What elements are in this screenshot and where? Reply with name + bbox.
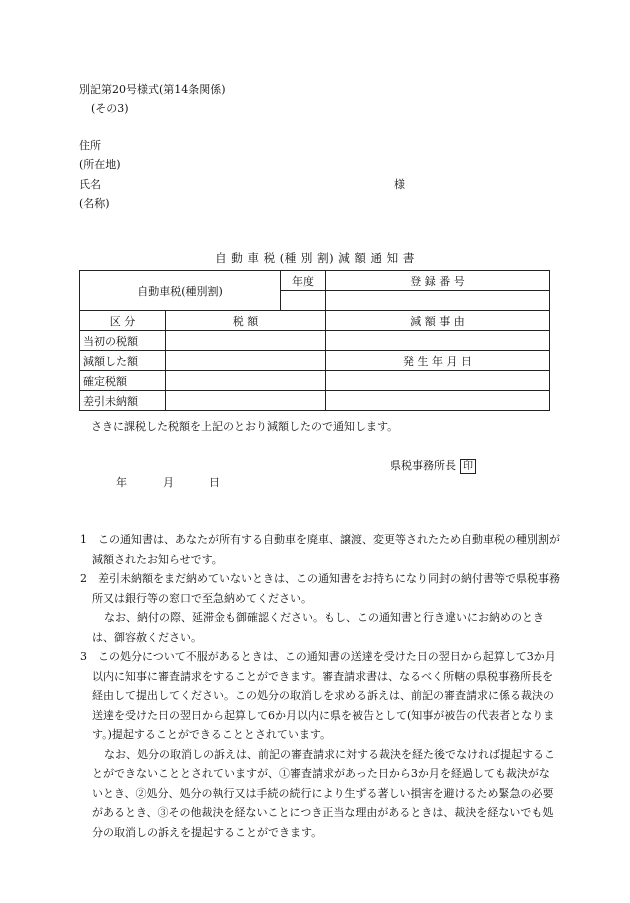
office-signature xyxy=(390,457,476,474)
note-3: 3 この処分について不服があるときは、この通知書の送達を受けた日の翌日から起算して3か月以内に知事に審査請求をすることができます。審査請求書は、なるべく所轄の県税事務所長を経由して提出してください。この処分の取消しを求める訴えは、前記の審査請求に係る裁決の送達を受けた日の翌日から起算して6か月以内に県を被告として(知事が被告の代表者となります。)提起することができることとされています。 xyxy=(80,650,556,741)
reduction-table xyxy=(79,270,550,411)
name-label: 氏名 xyxy=(79,178,101,191)
seal-stamp: 印 xyxy=(460,459,476,474)
header-amount: 税 額 xyxy=(166,311,326,331)
occurrence-date-value xyxy=(326,371,550,391)
notes-section xyxy=(80,530,560,842)
document-title: 自 動 車 税 (種 別 割) 減 額 通 知 書 xyxy=(215,251,415,265)
note-3-supplement: なお、処分の取消しの訴えは、前記の審査請求に対する裁決を経た後でなければ提起することができないこととされていますが、①審査請求があった日から3か月を経過しても裁決がないとき、②処分、処分の執行又は手続の続行により生ずる著しい損害を避けるため緊急の必要があるとき、③その他裁決を経ないことにつき正当な理由があるときは、裁決を経ないでも処分の取消しの訴えを提起することができます。 xyxy=(92,747,555,839)
occurrence-date-label: 発 生 年 月 日 xyxy=(326,351,550,371)
header-reason: 減 額 事 由 xyxy=(326,311,550,331)
row-initial-label: 当初の税額 xyxy=(80,331,166,351)
blank-cell xyxy=(326,391,550,411)
date-day: 日 xyxy=(209,476,220,489)
registration-number-value xyxy=(326,291,550,311)
notice-text: さきに課税した税額を上記のとおり減額したので通知します。 xyxy=(91,420,399,433)
registration-number-label: 登 録 番 号 xyxy=(326,271,550,291)
row-reduced-amount xyxy=(166,351,326,371)
honorific: 様 xyxy=(394,178,405,191)
office-name: 県税事務所長 xyxy=(390,459,456,472)
form-subnumber: (その3) xyxy=(91,102,129,115)
header-category: 区 分 xyxy=(80,311,166,331)
row-unpaid-label: 差引未納額 xyxy=(80,391,166,411)
name-sublabel: (名称) xyxy=(79,197,110,210)
note-2: 2 差引未納額をまだ納めていないときは、この通知書をお持ちになり同封の納付書等で県税事務所又は銀行等の窓口で至急納めてください。 xyxy=(80,572,560,605)
note-1: 1 この通知書は、あなたが所有する自動車を廃車、譲渡、変更等されたため自動車税の種別割が減額されたお知らせです。 xyxy=(80,533,560,566)
row-final-amount xyxy=(166,371,326,391)
date-year: 年 xyxy=(116,476,127,489)
tax-type-cell: 自動車税(種別割) xyxy=(80,271,281,311)
fiscal-year-value xyxy=(281,291,326,311)
row-final-label: 確定税額 xyxy=(80,371,166,391)
note-2-supplement: なお、納付の際、延滞金も御確認ください。もし、この通知書と行き違いにお納めのときは、御容赦ください。 xyxy=(92,611,544,644)
reason-cell xyxy=(326,331,550,351)
row-reduced-label: 減額した額 xyxy=(80,351,166,371)
address-label: 住所 xyxy=(79,139,101,152)
address-sublabel: (所在地) xyxy=(79,158,121,171)
fiscal-year-label: 年度 xyxy=(281,271,326,291)
row-initial-amount xyxy=(166,331,326,351)
form-number: 別記第20号様式(第14条関係) xyxy=(79,83,226,96)
date-month: 月 xyxy=(163,476,174,489)
row-unpaid-amount xyxy=(166,391,326,411)
